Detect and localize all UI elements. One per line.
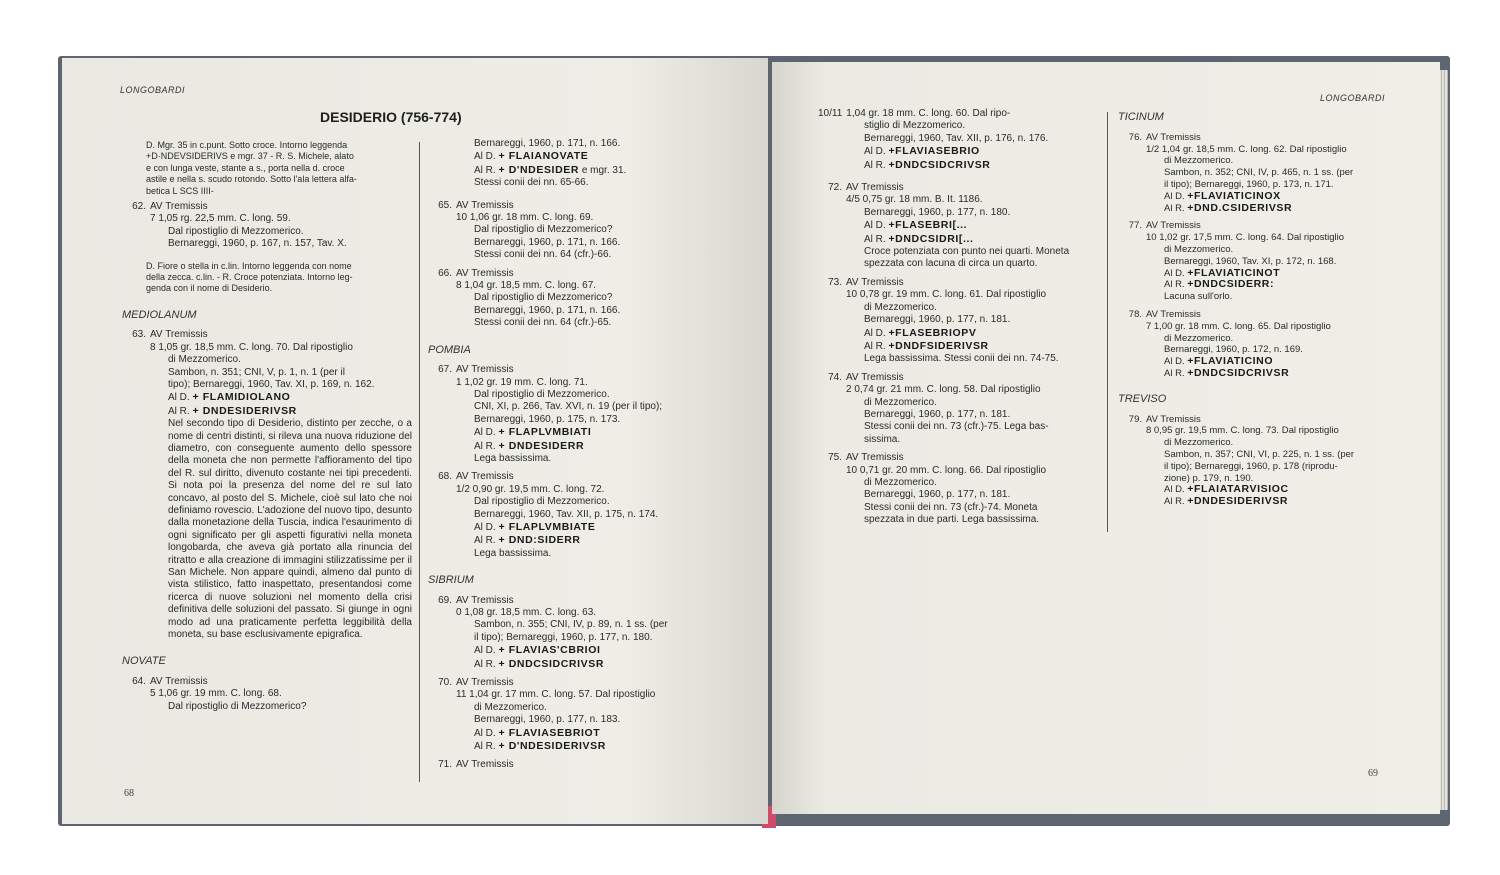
obverse-label: Al D.	[1164, 267, 1185, 279]
entry-line: 1/2 0,90 gr. 19,5 mm. C. long. 72.	[456, 483, 605, 495]
entry-type: AV Tremissis	[1146, 131, 1201, 143]
entry-line: Bernareggi, 1960, p. 177, n. 181.	[864, 408, 1011, 420]
reverse-label: Al R.	[864, 159, 886, 171]
entry-type: AV Tremissis	[150, 201, 208, 213]
reverse-legend-line	[818, 233, 1103, 246]
obverse-label: Al D.	[474, 727, 496, 739]
entry-line: Bernareggi, 1960, p. 175, n. 173.	[474, 413, 621, 425]
reverse-label: Al R.	[474, 164, 496, 176]
section-heading-novate: NOVATE	[122, 655, 166, 668]
entry-line: Stessi conii dei nn. 73 (cfr.)-75. Lega bas-	[864, 421, 1049, 433]
entry-line: Dal ripostiglio di Mezzomerico?	[168, 700, 307, 712]
left-page-column-1	[122, 140, 412, 719]
entry-line: Bernareggi, 1960, p. 177, n. 181.	[864, 314, 1011, 326]
entry-line: Bernareggi, 1960, p. 171, n. 166.	[474, 304, 621, 316]
obverse-legend-line	[818, 145, 1103, 158]
catalog-entry-71	[428, 759, 728, 771]
reverse-label: Al R.	[864, 233, 886, 245]
obverse-legend-line	[428, 150, 728, 163]
obverse-label: Al D.	[474, 521, 496, 533]
entry-line: Lega bassissima.	[474, 452, 552, 464]
entry-number: 78.	[1128, 308, 1142, 320]
entry-line: di Mezzomerico.	[864, 396, 937, 408]
obverse-label: Al D.	[1164, 190, 1185, 202]
entry-number: 70.	[438, 677, 452, 689]
entry-number: 62.	[132, 201, 146, 213]
obverse-label: Al D.	[1164, 484, 1185, 496]
catalog-entry-65	[428, 200, 728, 262]
entry-type: AV Tremissis	[1146, 308, 1201, 320]
entry-line: Lega bassissima.	[474, 547, 552, 559]
entry-line: di Mezzomerico.	[474, 701, 547, 713]
entry-line: di Mezzomerico.	[168, 354, 241, 366]
reverse-legend: + D'NDESIDER	[498, 163, 580, 176]
entry-type: AV Tremissis	[150, 675, 208, 687]
catalog-entry-68	[428, 471, 728, 560]
entry-line: Sambon, n. 357; CNI, VI, p. 225, n. 1 ss. (per	[1164, 448, 1355, 460]
obverse-legend-line	[428, 644, 728, 657]
entry-line: 8 1,05 gr. 18,5 mm. C. long. 70. Dal ripostiglio	[150, 341, 353, 353]
obverse-legend-line	[818, 327, 1103, 340]
reverse-legend-line	[818, 340, 1103, 353]
intro-line: della zecca. c.lin. - R. Croce potenziata. Intorno leg-	[146, 272, 353, 283]
entry-line: Stessi conii dei nn. 64 (cfr.)-66.	[474, 249, 612, 261]
entry-line: CNI, XI, p. 266, Tav. XVI, n. 19 (per il tipo);	[474, 401, 663, 413]
entry-line: Dal ripostiglio di Mezzomerico?	[474, 292, 613, 304]
entry-number: 75.	[828, 452, 842, 464]
entry-line: Bernareggi, 1960, Tav. XI, p. 172, n. 168.	[1164, 255, 1337, 267]
right-page-column-1	[818, 108, 1103, 533]
reverse-label: Al R.	[1164, 496, 1185, 508]
obverse-legend: +FLAVIATICINO	[1187, 355, 1274, 368]
reverse-legend: +DNDCSIDERR:	[1187, 278, 1275, 291]
catalog-entry-69	[428, 595, 728, 671]
left-page-column-2	[428, 138, 728, 778]
entry-line: Bernareggi, 1960, Tav. XII, p. 175, n. 174.	[474, 508, 659, 520]
entry-line: 10 0,71 gr. 20 mm. C. long. 66. Dal ripostiglio	[846, 464, 1047, 476]
entry-line: 1 1,02 gr. 19 mm. C. long. 71.	[456, 376, 588, 388]
reverse-legend-line	[1118, 279, 1418, 291]
entry-number: 73.	[828, 276, 842, 288]
entry-number: 68.	[438, 471, 452, 483]
entry-line: il tipo); Bernareggi, 1960, p. 173, n. 171.	[1164, 178, 1334, 190]
intro-line: genda con il nome di Desiderio.	[146, 283, 273, 294]
obverse-legend: + FLAVIAS'CBRIOI	[498, 644, 601, 657]
obverse-legend: + FLAIANOVATE	[498, 150, 589, 163]
obverse-legend-line	[428, 521, 728, 534]
entry-line: Bernareggi, 1960, p. 177, n. 183.	[474, 714, 621, 726]
entry-type: AV Tremissis	[456, 594, 514, 606]
reverse-label: Al R.	[474, 741, 496, 753]
obverse-legend: +FLASEBRIOPV	[888, 326, 977, 339]
entry-line: Stessi conii dei nn. 65-66.	[474, 177, 589, 189]
catalog-entry-64-continued	[428, 138, 728, 190]
page-number-left: 68	[124, 788, 134, 799]
intro-line: D. Fiore o stella in c.lin. Intorno leggenda con nome	[146, 260, 352, 271]
reverse-legend-line	[1118, 368, 1418, 380]
reverse-legend-line	[428, 658, 728, 671]
entry-line: 5 1,06 gr. 19 mm. C. long. 68.	[150, 688, 282, 700]
entry-type: AV Tremissis	[846, 452, 904, 464]
entry-line: Lacuna sull'orlo.	[1164, 291, 1233, 303]
reverse-legend: + DND:SIDERR	[498, 534, 581, 547]
section-heading-ticinum: TICINUM	[1118, 111, 1164, 123]
entry-number: 72.	[828, 182, 842, 194]
intro-line: betica L SCS IIII-	[146, 185, 214, 196]
catalog-entry-73	[818, 277, 1103, 366]
entry-line: Bernareggi, 1960, p. 167, n. 157, Tav. X.	[168, 238, 347, 250]
reverse-legend: +DNDCSIDRI[...	[888, 232, 974, 245]
entry-line: 10 0,78 gr. 19 mm. C. long. 61. Dal ripostiglio	[846, 289, 1047, 301]
entry-line: di Mezzomerico.	[1164, 332, 1234, 344]
reverse-legend-line	[428, 164, 728, 177]
catalog-entry-78	[1118, 309, 1418, 380]
reverse-extra: e mgr. 31.	[581, 164, 627, 176]
entry-type: AV Tremissis	[1146, 413, 1201, 425]
entry-number: 76.	[1128, 131, 1142, 143]
running-head-right: LONGOBARDI	[1320, 93, 1386, 103]
entry-line: 8 1,04 gr. 18,5 mm. C. long. 67.	[456, 280, 597, 292]
entry-type: AV Tremissis	[456, 677, 514, 689]
entry-line: Sambon, n. 351; CNI, V, p. 1, n. 1 (per il	[168, 366, 345, 378]
entry-type: AV Tremissis	[456, 364, 514, 376]
running-head-left: LONGOBARDI	[120, 85, 186, 95]
catalog-entry-63	[122, 329, 412, 641]
obverse-legend: + FLAMIDIOLANO	[192, 391, 291, 404]
obverse-legend: + FLAVIASEBRIOT	[498, 726, 601, 739]
entry-line: Croce potenziata con punto nei quarti. Moneta spezzata con lacuna di circa un quarto.	[864, 246, 1070, 270]
right-page	[772, 62, 1440, 814]
reverse-legend: +DNDESIDERIVSR	[1187, 495, 1289, 508]
entry-line: di Mezzomerico.	[1164, 243, 1234, 255]
catalog-entry-70-variant	[818, 108, 1103, 172]
right-page-column-2	[1118, 102, 1418, 514]
entry-line: Sambon, n. 355; CNI, IV, p. 89, n. 1 ss. (per	[474, 619, 668, 631]
page-number-right: 69	[1368, 768, 1378, 779]
catalog-entry-62	[122, 201, 412, 251]
section-heading-pombia: POMBIA	[428, 343, 471, 356]
entry-number: 10/11	[818, 108, 843, 119]
entry-number: 67.	[438, 364, 452, 376]
entry-line: 7 1,00 gr. 18 mm. C. long. 65. Dal ripostiglio	[1146, 320, 1331, 332]
catalog-entry-70	[428, 677, 728, 753]
section-heading-mediolanum: MEDIOLANUM	[122, 308, 197, 321]
entry-number: 79.	[1128, 413, 1142, 425]
reverse-label: Al R.	[474, 535, 496, 547]
section-heading-treviso: TREVISO	[1118, 392, 1167, 405]
reverse-legend: + DNDESIDERIVSR	[192, 404, 297, 417]
entry-number: 66.	[438, 267, 452, 279]
entry-line: Bernareggi, 1960, p. 172, n. 169.	[1164, 344, 1303, 356]
entry-line: Lega bassissima. Stessi conii dei nn. 74-75.	[864, 353, 1059, 365]
reverse-legend-line	[1118, 203, 1418, 215]
entry-line: Bernareggi, 1960, p. 177, n. 181.	[864, 489, 1011, 501]
obverse-label: Al D.	[864, 327, 886, 339]
entry-line: 0 1,08 gr. 18,5 mm. C. long. 63.	[456, 607, 597, 618]
entry-line: sissima.	[864, 433, 901, 445]
obverse-legend-line	[428, 727, 728, 740]
entry-type: AV Tremissis	[846, 371, 904, 383]
entry-line: spezzata in due parti. Lega bassissima.	[864, 514, 1040, 526]
section-heading-sibrium: SIBRIUM	[428, 574, 474, 587]
reverse-label: Al R.	[1164, 367, 1185, 379]
entry-line: di Mezzomerico.	[864, 301, 937, 313]
reverse-label: Al R.	[1164, 202, 1185, 214]
obverse-legend-line	[122, 391, 412, 404]
entry-line: Stessi conii dei nn. 73 (cfr.)-74. Moneta	[864, 501, 1038, 513]
left-page	[62, 58, 768, 824]
obverse-legend: +FLAVIATICINOX	[1187, 189, 1281, 202]
obverse-label: Al D.	[474, 151, 496, 163]
type-description-2	[122, 261, 412, 295]
catalog-entry-72	[818, 182, 1103, 271]
entry-line: 4/5 0,75 gr. 18 mm. B. It. 1186.	[846, 194, 983, 206]
reverse-legend: +DNDFSIDERIVSR	[888, 339, 989, 352]
entry-line: 1/2 1,04 gr. 18,5 mm. C. long. 62. Dal ripostiglio	[1146, 143, 1347, 155]
obverse-label: Al D.	[474, 427, 496, 439]
reverse-legend-line	[818, 159, 1103, 172]
catalog-entry-79	[1118, 414, 1418, 508]
catalog-entry-76	[1118, 132, 1418, 215]
entry-line: Dal ripostiglio di Mezzomerico.	[474, 496, 610, 508]
reverse-legend-line	[428, 534, 728, 547]
entry-line: Sambon, n. 352; CNI, IV, p. 465, n. 1 ss. (per	[1164, 167, 1354, 179]
entry-type: AV Tremissis	[456, 471, 514, 483]
entry-line: il tipo); Bernareggi, 1960, p. 177, n. 180.	[474, 631, 653, 643]
column-divider	[419, 142, 420, 782]
catalog-entry-64	[122, 676, 412, 713]
commentary-paragraph: Nel secondo tipo di Desiderio, distinto per zecche, o a nome di centri distinti, si rileva una nuova riduzione del diametro, con conseguente aumento dello spessore della moneta che non permette l'affioramento del tipo del R. sul diritto, divenuto costante nei tipi precedenti. Si nota poi la presenza del nome del re sul lato concavo, al posto del S. Michele, cioè sul lato che noi definiamo rovescio. L'adozione del nuovo tipo, desunto dalla monetazione della Tuscia, indica l'esaurimento di ogni significato per gli aspetti figurativi nella moneta longobarda, che aveva già portato alla rinuncia del ritratto e alla creazione di immagini stilizzatissime per il San Michele. Non appare quindi, almeno dal punto di vista stilistico, fatto inaspettato, presentandosi come ricerca di nuove soluzioni nel momento della crisi definitiva delle soluzioni del passato. Si giunge in ogni modo ad una praticamente perfetta leggibilità della moneta, su base esclusivamente epigrafica.	[168, 418, 412, 641]
obverse-label: Al D.	[1164, 356, 1185, 368]
entry-type: AV Tremissis	[456, 199, 514, 211]
entry-line: Stessi conii dei nn. 64 (cfr.)-65.	[474, 317, 612, 329]
entry-line: Dal ripostiglio di Mezzomerico?	[474, 224, 613, 236]
intro-line: e con lunga veste, stante a s., porta nella d. croce	[146, 162, 345, 173]
reverse-legend: +DNDCSIDCRIVSR	[1187, 366, 1290, 379]
entry-line: 7 1,05 rg. 22,5 mm. C. long. 59.	[150, 213, 291, 225]
catalog-entry-74	[818, 372, 1103, 446]
entry-number: 63.	[132, 329, 146, 341]
entry-number: 71.	[438, 759, 452, 771]
intro-line: +D·NDEVSIDERIVS e mgr. 37 - R. S. Michele, alato	[146, 151, 354, 162]
entry-number: 65.	[438, 199, 452, 211]
obverse-legend-line	[818, 219, 1103, 232]
obverse-legend: +FLAVIASEBRIO	[888, 145, 980, 158]
entry-line: Bernareggi, 1960, Tav. XII, p. 176, n. 176.	[864, 132, 1049, 144]
entry-type: AV Tremissis	[1146, 220, 1201, 232]
entry-line: Bernareggi, 1960, p. 177, n. 180.	[864, 206, 1011, 218]
obverse-legend-line	[428, 426, 728, 439]
obverse-label: Al D.	[168, 392, 190, 404]
entry-type: AV Tremissis	[456, 759, 514, 771]
entry-line: di Mezzomerico.	[864, 476, 937, 488]
reverse-legend-line	[122, 405, 412, 418]
obverse-legend: +FLASEBRI[...	[888, 219, 968, 232]
entry-line: di Mezzomerico.	[1164, 155, 1234, 167]
page-title: DESIDERIO (756-774)	[320, 109, 462, 125]
reverse-legend-line	[1118, 496, 1418, 508]
column-divider	[1107, 112, 1108, 532]
entry-line: di Mezzomerico.	[1164, 437, 1234, 449]
reverse-legend-line	[428, 740, 728, 753]
catalog-entry-75	[818, 452, 1103, 526]
obverse-label: Al D.	[864, 220, 886, 232]
entry-line: zione) p. 179, n. 190.	[1164, 472, 1254, 484]
entry-line: stiglio di Mezzomerico.	[864, 120, 966, 132]
reverse-legend: + DNDCSIDCRIVSR	[498, 657, 605, 670]
reverse-legend: + DNDESIDERR	[498, 439, 585, 452]
entry-line: 8 0,95 gr. 19,5 mm. C. long. 73. Dal ripostiglio	[1146, 425, 1339, 437]
catalog-entry-77	[1118, 220, 1418, 303]
reverse-label: Al R.	[474, 440, 496, 452]
reverse-label: Al R.	[1164, 279, 1185, 291]
intro-line: astile e nella s. scudo rotondo. Sotto l'ala lettera alfa-	[146, 174, 357, 185]
entry-number: 69.	[438, 594, 452, 606]
reverse-legend: +DND.CSIDERIVSR	[1187, 201, 1293, 214]
obverse-legend: +FLAIATARVISIOC	[1187, 483, 1289, 496]
catalog-entry-66	[428, 268, 728, 330]
entry-number: 77.	[1128, 220, 1142, 232]
entry-line: Bernareggi, 1960, p. 171, n. 166.	[474, 236, 621, 248]
reverse-label: Al R.	[474, 658, 496, 670]
obverse-label: Al D.	[474, 645, 496, 657]
entry-line: Bernareggi, 1960, p. 171, n. 166.	[474, 138, 621, 149]
reverse-legend: + D'NDESIDERIVSR	[498, 740, 606, 753]
intro-line: D. Mgr. 35 in c.punt. Sotto croce. Intorno leggenda	[146, 140, 348, 150]
reverse-label: Al R.	[864, 340, 886, 352]
entry-line: 1,04 gr. 18 mm. C. long. 60. Dal ripo-	[846, 108, 1011, 119]
obverse-label: Al D.	[864, 146, 886, 158]
entry-number: 64.	[132, 675, 146, 687]
entry-number: 74.	[828, 371, 842, 383]
reverse-legend-line	[428, 440, 728, 453]
entry-line: 10 1,02 gr. 17,5 mm. C. long. 64. Dal ripostiglio	[1146, 232, 1345, 244]
entry-line: tipo); Bernareggi, 1960, Tav. XI, p. 169, n. 162.	[168, 378, 375, 390]
obverse-legend: + FLAPLVMBIATI	[498, 426, 592, 439]
catalog-entry-67	[428, 364, 728, 465]
entry-line: 10 1,06 gr. 18 mm. C. long. 69.	[456, 212, 594, 224]
obverse-legend: + FLAPLVMBIATE	[498, 520, 596, 533]
obverse-legend: +FLAVIATICINOT	[1187, 266, 1281, 279]
entry-line: Dal ripostiglio di Mezzomerico.	[168, 225, 304, 237]
entry-type: AV Tremissis	[150, 329, 208, 341]
type-description-1	[122, 140, 412, 197]
reverse-legend: +DNDCSIDCRIVSR	[888, 158, 991, 171]
entry-line: 2 0,74 gr. 21 mm. C. long. 58. Dal ripostiglio	[846, 384, 1041, 396]
entry-line: Dal ripostiglio di Mezzomerico.	[474, 388, 610, 400]
entry-type: AV Tremissis	[456, 267, 514, 279]
entry-type: AV Tremissis	[846, 182, 904, 194]
entry-line: 11 1,04 gr. 17 mm. C. long. 57. Dal ripostiglio	[456, 689, 656, 701]
reverse-label: Al R.	[168, 405, 190, 417]
entry-line: il tipo); Bernareggi, 1960, p. 178 (riprodu-	[1164, 460, 1338, 472]
entry-type: AV Tremissis	[846, 276, 904, 288]
